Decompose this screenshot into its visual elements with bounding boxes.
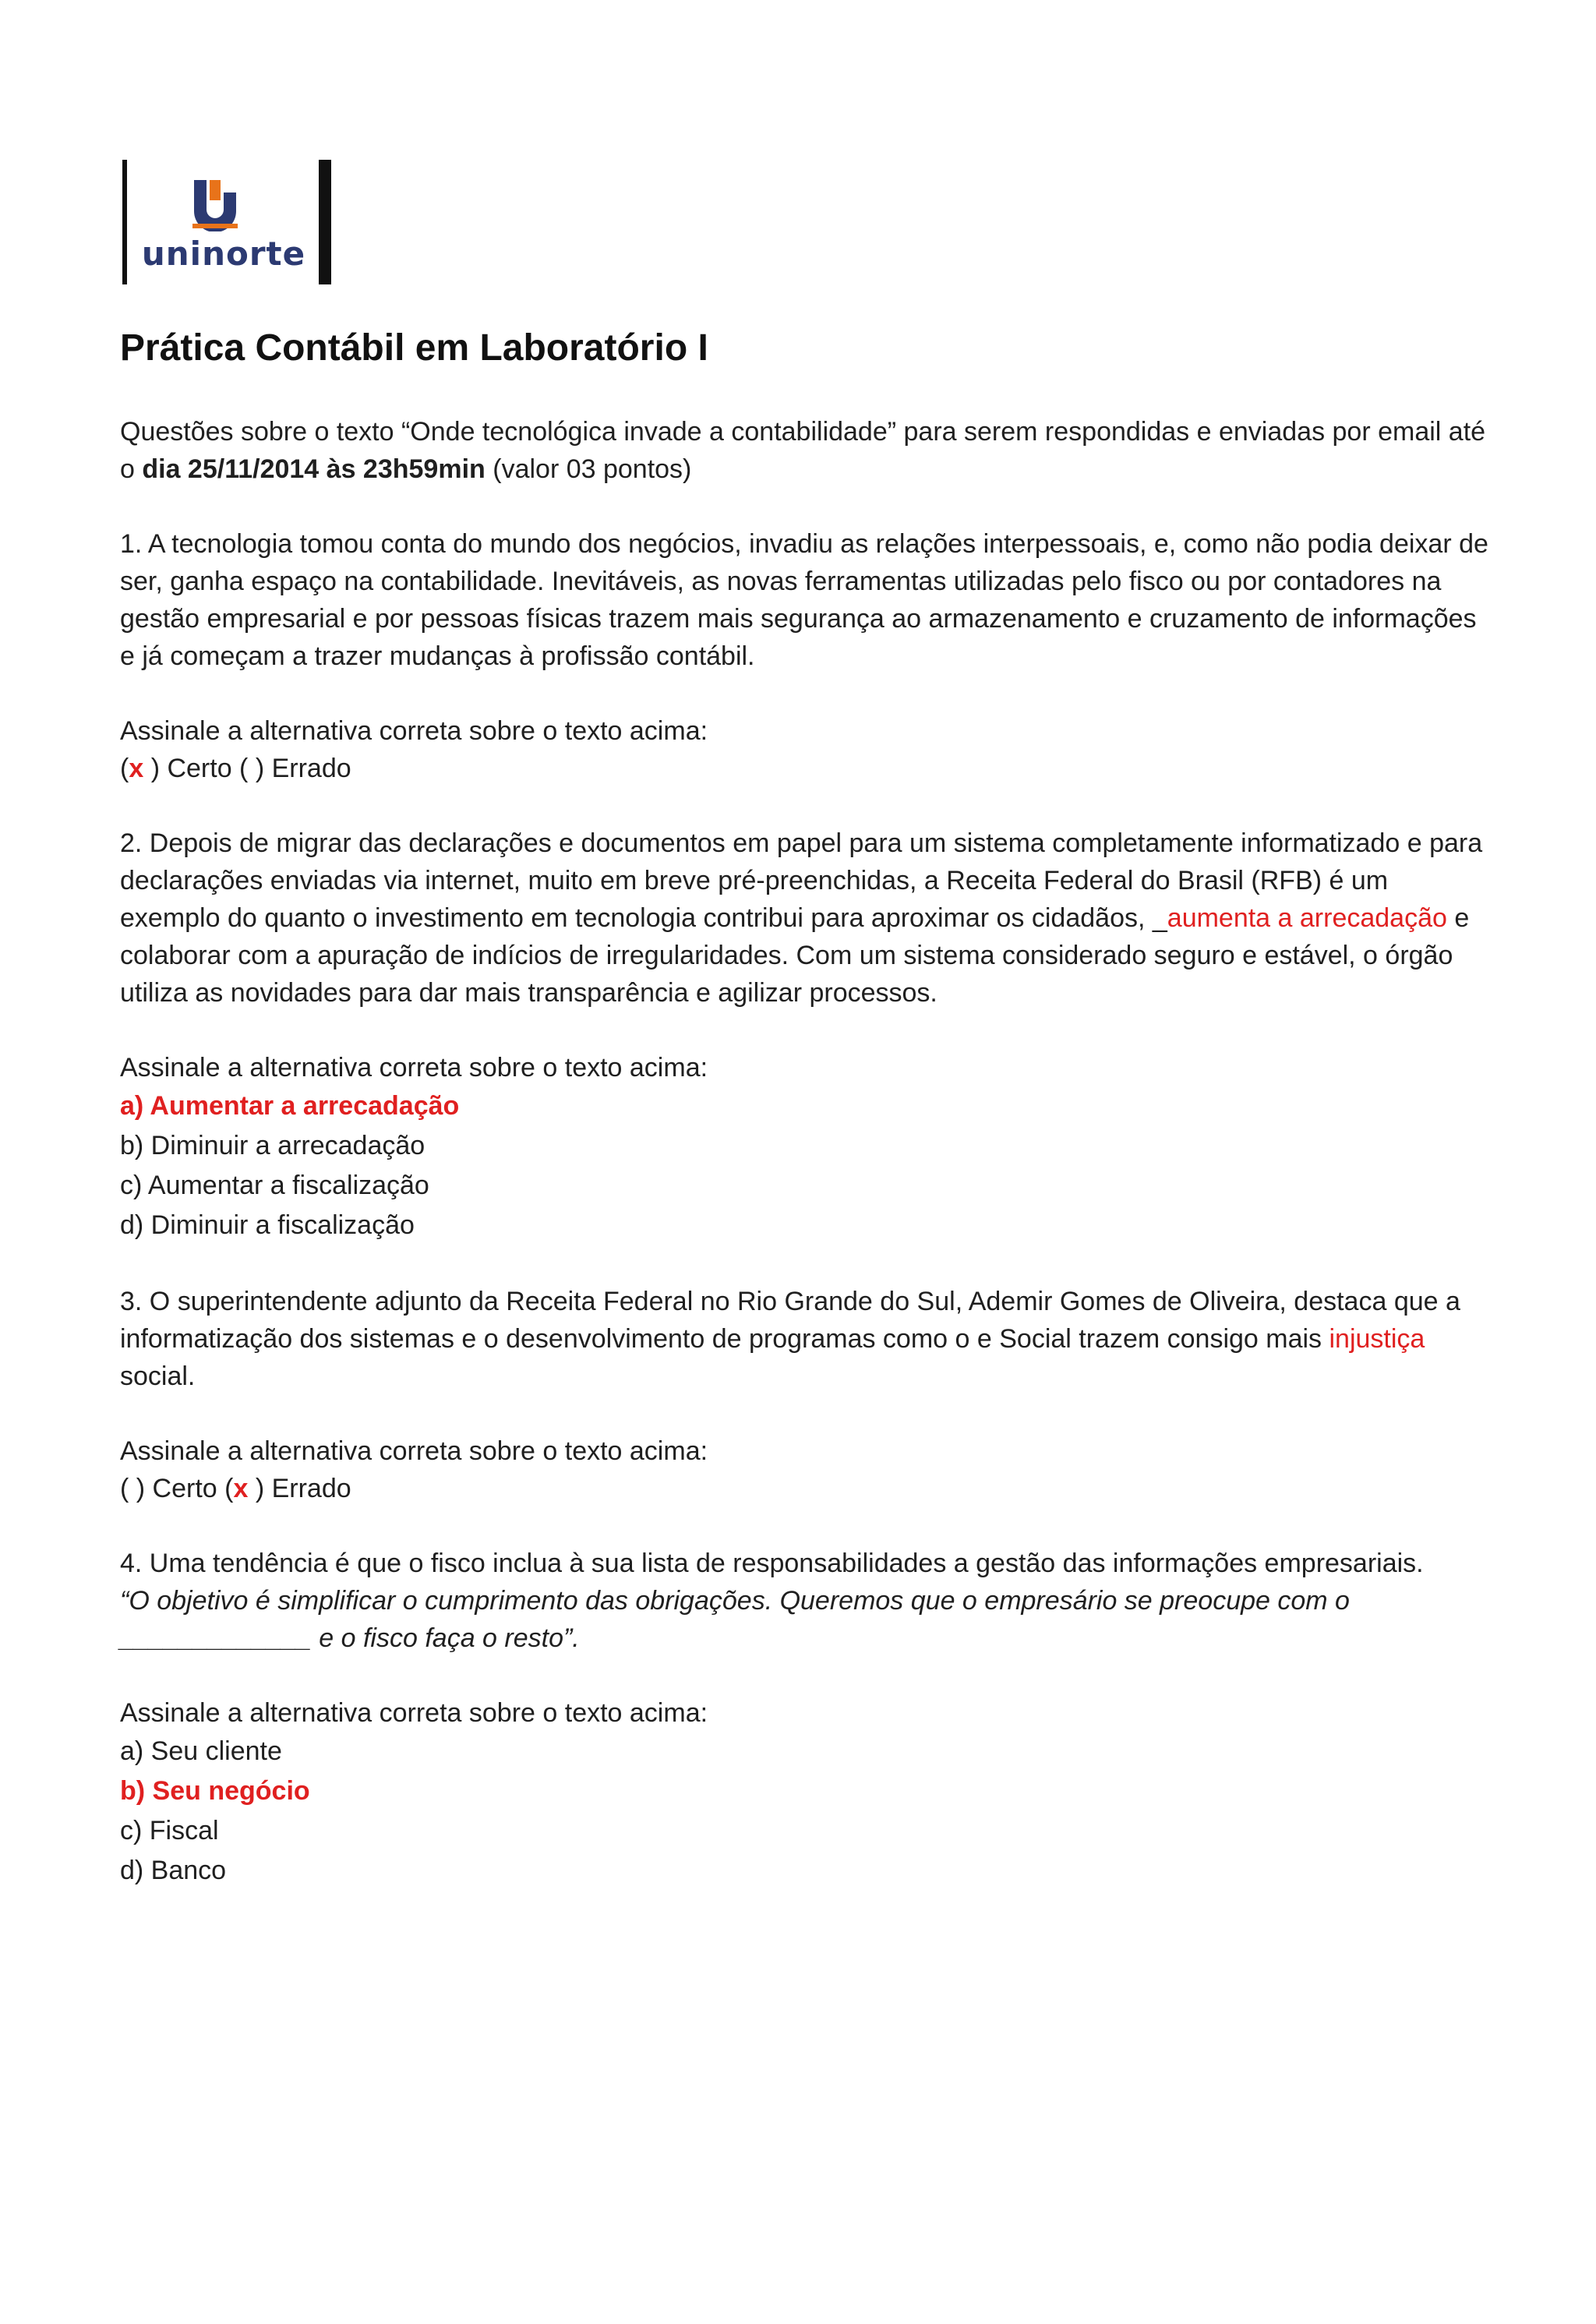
- option[interactable]: c) Aumentar a fiscalização: [120, 1171, 429, 1200]
- deadline: dia 25/11/2014 às 23h59min: [142, 454, 486, 484]
- answer-mark: x: [233, 1474, 249, 1503]
- document-content: [120, 321, 1492, 1891]
- intro-paragraph: [120, 413, 1492, 488]
- option[interactable]: c) Fiscal: [120, 1816, 219, 1845]
- uninorte-logo: [122, 160, 331, 284]
- question-2-prompt: Assinale a alternativa correta sobre o texto acima:: [120, 1053, 708, 1083]
- question-2-text: 2. Depois de migrar das declarações e documentos em papel para um sistema completamente informatizado e para declarações enviadas via internet, muito em breve pré-preenchidas, a Receita Federal do Brasil (RFB) é um exemplo do quanto o investimento em tecnologia contribui para aproximar os cidadãos, _aumenta a arrecadação e colaborar com a apuração de indícios de irregularidades. Com um sistema considerado seguro e estável, o órgão utiliza as novidades para dar mais transparência e agilizar processos.: [120, 828, 1483, 1008]
- question-4-options: [120, 1732, 1492, 1891]
- option-selected[interactable]: b) Seu negócio: [120, 1776, 310, 1806]
- highlighted-answer: aumenta a arrecadação: [1167, 903, 1447, 933]
- question-3-text: 3. O superintendente adjunto da Receita Federal no Rio Grande do Sul, Ademir Gomes de Oliveira, destaca que a informatização dos sistemas e o desenvolvimento de programas como o e Social trazem consigo mais injustiça social.: [120, 1287, 1460, 1391]
- intro-value: (valor 03 pontos): [485, 454, 692, 484]
- highlighted-word: injustiça: [1329, 1324, 1425, 1354]
- intro-text: Questões sobre o texto “Onde tecnológica invade a contabilidade” para serem respondidas e enviadas por email até o: [120, 417, 1486, 484]
- page-title: Prática Contábil em Laboratório I: [120, 327, 708, 369]
- option[interactable]: d) Diminuir a fiscalização: [120, 1210, 415, 1240]
- option[interactable]: a) Seu cliente: [120, 1736, 282, 1766]
- question-3-prompt: Assinale a alternativa correta sobre o texto acima:: [120, 1436, 708, 1466]
- question-1-text: 1. A tecnologia tomou conta do mundo dos negócios, invadiu as relações interpessoais, e, como não podia deixar de ser, ganha espaço na contabilidade. Inevitáveis, as novas ferramentas utilizadas pelo fisco ou por contadores na gestão empresarial e por pessoas físicas trazem mais segurança ao armazenamento e cruzamento de informações e já começam a trazer mudanças à profissão contábil.: [120, 529, 1488, 671]
- logo-text: uninorte: [141, 235, 306, 273]
- question-1-prompt: Assinale a alternativa correta sobre o texto acima:: [120, 716, 708, 746]
- option[interactable]: d) Banco: [120, 1856, 227, 1885]
- question-2-options: [120, 1086, 1492, 1245]
- question-4-quote: “O objetivo é simplificar o cumprimento das obrigações. Queremos que o empresário se preocupe com o _____________ e o fisco faça o resto”.: [120, 1586, 1350, 1653]
- question-1-answer: (x ) Certo ( ) Errado: [120, 754, 351, 783]
- option-selected[interactable]: a) Aumentar a arrecadação: [120, 1091, 460, 1121]
- logo-mark-icon: [188, 177, 242, 231]
- question-4-text: 4. Uma tendência é que o fisco inclua à sua lista de responsabilidades a gestão das informações empresariais.: [120, 1549, 1424, 1578]
- answer-mark: x: [129, 754, 144, 783]
- question-3-answer: ( ) Certo (x ) Errado: [120, 1474, 351, 1503]
- option[interactable]: b) Diminuir a arrecadação: [120, 1131, 425, 1160]
- question-4-prompt: Assinale a alternativa correta sobre o texto acima:: [120, 1698, 708, 1728]
